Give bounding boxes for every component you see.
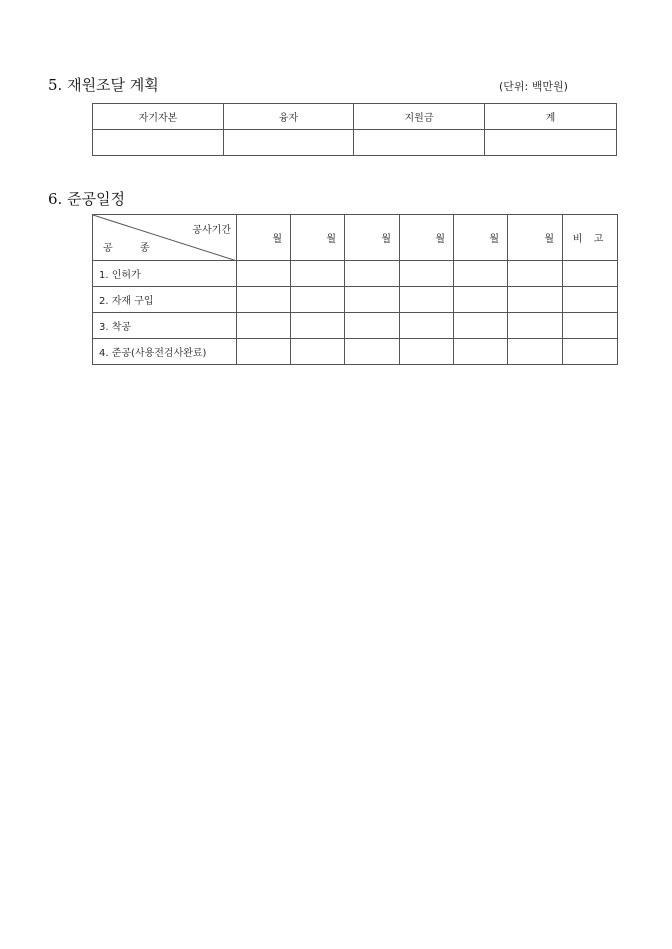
schedule-row-label: 3. 착공 — [93, 313, 237, 339]
schedule-month-header: 월 — [400, 215, 454, 261]
schedule-cell[interactable] — [291, 339, 345, 365]
funding-section-title: 5. 재원조달 계획 — [48, 76, 159, 94]
schedule-table — [92, 214, 618, 365]
schedule-row-construction-start — [93, 313, 618, 339]
schedule-cell[interactable] — [454, 339, 508, 365]
schedule-month-header: 월 — [237, 215, 291, 261]
schedule-cell[interactable] — [237, 313, 291, 339]
schedule-cell[interactable] — [345, 339, 400, 365]
funding-header-total: 계 — [485, 104, 617, 130]
schedule-month-header: 월 — [508, 215, 563, 261]
schedule-row-label: 4. 준공(사용전검사완료) — [93, 339, 237, 365]
schedule-cell[interactable] — [400, 261, 454, 287]
schedule-remark-cell[interactable] — [563, 313, 618, 339]
schedule-remark-cell[interactable] — [563, 339, 618, 365]
schedule-row-materials — [93, 287, 618, 313]
schedule-cell[interactable] — [291, 261, 345, 287]
schedule-period-label: 공사기간 — [192, 225, 231, 236]
schedule-cell[interactable] — [345, 261, 400, 287]
funding-table — [92, 103, 617, 156]
schedule-cell[interactable] — [508, 287, 563, 313]
funding-unit-note: (단위: 백만원) — [499, 80, 568, 93]
schedule-cell[interactable] — [400, 313, 454, 339]
funding-header-loan: 융자 — [224, 104, 354, 130]
schedule-cell[interactable] — [345, 287, 400, 313]
schedule-cell[interactable] — [237, 339, 291, 365]
schedule-remark-cell[interactable] — [563, 287, 618, 313]
funding-header-own-capital: 자기자본 — [93, 104, 224, 130]
schedule-cell[interactable] — [508, 339, 563, 365]
schedule-work-type-label: 공 종 — [103, 243, 162, 254]
schedule-cell[interactable] — [508, 313, 563, 339]
schedule-remark-cell[interactable] — [563, 261, 618, 287]
schedule-corner-header — [93, 215, 237, 261]
schedule-month-header: 월 — [291, 215, 345, 261]
schedule-month-header: 월 — [454, 215, 508, 261]
schedule-row-label: 1. 인허가 — [93, 261, 237, 287]
funding-cell-loan[interactable] — [224, 130, 354, 156]
schedule-cell[interactable] — [291, 313, 345, 339]
schedule-remark-header: 비 고 — [563, 215, 618, 261]
schedule-row-completion — [93, 339, 618, 365]
funding-header-subsidy: 지원금 — [354, 104, 485, 130]
schedule-cell[interactable] — [237, 287, 291, 313]
schedule-cell[interactable] — [345, 313, 400, 339]
schedule-cell[interactable] — [454, 313, 508, 339]
funding-cell-subsidy[interactable] — [354, 130, 485, 156]
schedule-cell[interactable] — [400, 339, 454, 365]
schedule-month-header: 월 — [345, 215, 400, 261]
funding-cell-own-capital[interactable] — [93, 130, 224, 156]
schedule-cell[interactable] — [400, 287, 454, 313]
funding-cell-total[interactable] — [485, 130, 617, 156]
schedule-cell[interactable] — [454, 261, 508, 287]
schedule-section-title: 6. 준공일정 — [48, 190, 126, 208]
schedule-row-permits — [93, 261, 618, 287]
schedule-cell[interactable] — [454, 287, 508, 313]
schedule-cell[interactable] — [237, 261, 291, 287]
schedule-cell[interactable] — [508, 261, 563, 287]
schedule-row-label: 2. 자재 구입 — [93, 287, 237, 313]
schedule-cell[interactable] — [291, 287, 345, 313]
